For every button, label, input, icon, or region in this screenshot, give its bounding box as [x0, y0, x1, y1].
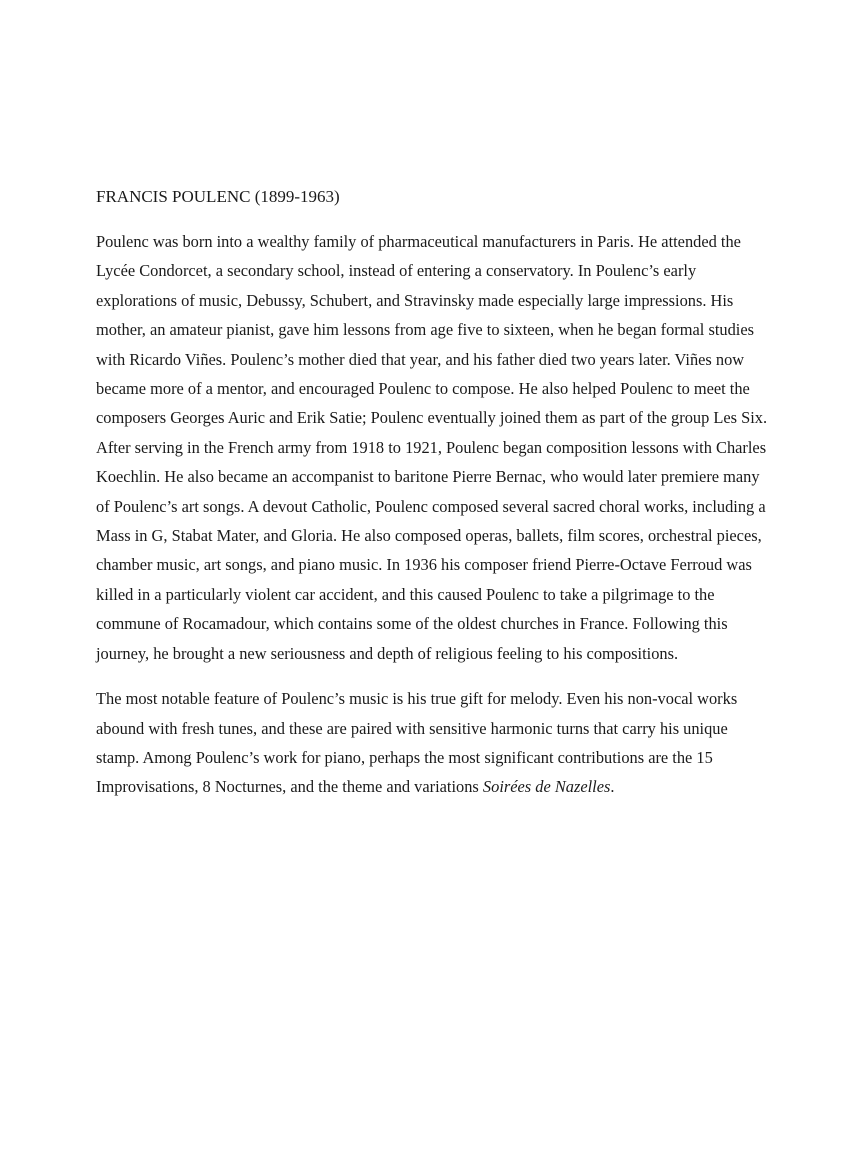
paragraph-music [96, 684, 774, 802]
document-page [96, 182, 774, 818]
work-title: Soirées de Nazelles [482, 777, 611, 797]
page-title: FRANCIS POULENC (1899-1963) [96, 187, 340, 206]
paragraph-music-end: . [610, 777, 615, 797]
paragraph-music-text: The most notable feature of Poulenc’s music is his true gift for melody. Even his non-vocal works abound with fresh tunes, and these are paired with sensitive harmonic turns that carry his unique stamp. Among Poulenc’s work for piano, perhaps the most significant contributions are the 15 Improvisations, 8 Nocturnes, and the theme and variations [96, 689, 738, 797]
paragraph-biography: Poulenc was born into a wealthy family of pharmaceutical manufacturers in Paris. He attended the Lycée Condorcet, a secondary school, instead of entering a conservatory. In Poulenc’s early explorations of music, Debussy, Schubert, and Stravinsky made especially large impressions. His mother, an amateur pianist, gave him lessons from age five to sixteen, when he began formal studies with Ricardo Viñes. Poulenc’s mother died that year, and his father died two years later. Viñes now became more of a mentor, and encouraged Poulenc to compose. He also helped Poulenc to meet the composers Georges Auric and Erik Satie; Poulenc eventually joined them as part of the group Les Six. After serving in the French army from 1918 to 1921, Poulenc began composition lessons with Charles Koechlin. He also became an accompanist to baritone Pierre Bernac, who would later premiere many of Poulenc’s art songs. A devout Catholic, Poulenc composed several sacred choral works, including a Mass in G, Stabat Mater, and Gloria. He also composed operas, ballets, film scores, orchestral pieces, chamber music, art songs, and piano music. In 1936 his composer friend Pierre-Octave Ferroud was killed in a particularly violent car accident, and this caused Poulenc to take a pilgrimage to the commune of Rocamadour, which contains some of the oldest churches in France. Following this journey, he brought a new seriousness and depth of religious feeling to his compositions. [96, 232, 768, 663]
